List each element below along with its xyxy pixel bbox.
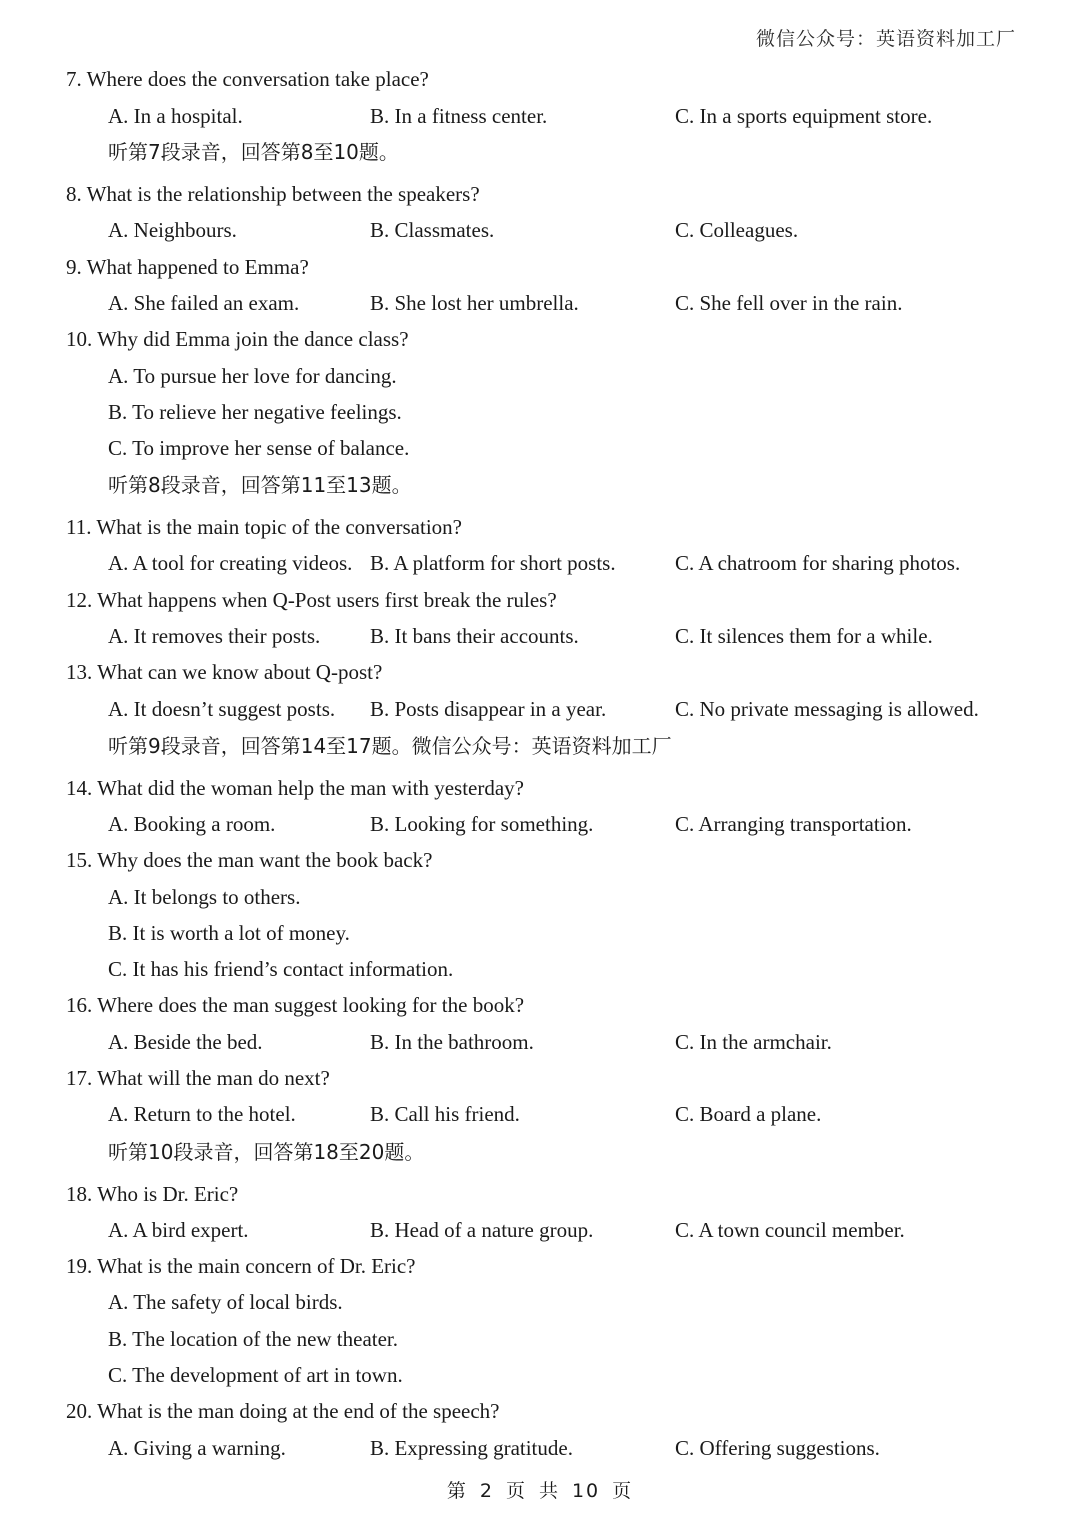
question-12-stem: 12. What happens when Q-Post users first break the rules? <box>66 588 557 612</box>
question-19-option-b: B. The location of the new theater. <box>108 1327 399 1351</box>
question-7-option-a: A. In a hospital. <box>108 104 243 128</box>
question-10-option-b: B. To relieve her negative feelings. <box>108 400 402 424</box>
question-8-option-c: C. Colleagues. <box>675 218 799 242</box>
footer-total-pages: 10 <box>571 1480 601 1502</box>
question-18-option-b: B. Head of a nature group. <box>370 1218 594 1242</box>
footer-total-label: 共 <box>538 1480 560 1502</box>
question-18-option-a: A. A bird expert. <box>108 1218 249 1242</box>
question-16-stem: 16. Where does the man suggest looking for the book? <box>66 993 525 1017</box>
question-8-option-a: A. Neighbours. <box>108 218 237 242</box>
question-16-option-b: B. In the bathroom. <box>370 1030 534 1054</box>
question-7-stem: 7. Where does the conversation take place? <box>66 67 429 91</box>
question-15-option-c: C. It has his friend’s contact information. <box>108 957 454 981</box>
question-12-option-b: B. It bans their accounts. <box>370 624 579 648</box>
question-11-stem: 11. What is the main topic of the conversation? <box>66 515 462 539</box>
question-9-option-b: B. She lost her umbrella. <box>370 291 579 315</box>
question-12-option-a: A. It removes their posts. <box>108 624 321 648</box>
question-20-option-a: A. Giving a warning. <box>108 1436 286 1460</box>
question-20-option-b: B. Expressing gratitude. <box>370 1436 573 1460</box>
question-14-option-c: C. Arranging transportation. <box>675 812 912 836</box>
footer-page-label-3: 页 <box>612 1480 634 1502</box>
question-13-stem: 13. What can we know about Q-post? <box>66 660 383 684</box>
page-footer <box>0 1476 1080 1503</box>
question-18-stem: 18. Who is Dr. Eric? <box>66 1182 239 1206</box>
question-12-option-c: C. It silences them for a while. <box>675 624 933 648</box>
question-9-option-c: C. She fell over in the rain. <box>675 291 903 315</box>
question-13-option-a: A. It doesn’t suggest posts. <box>108 697 336 721</box>
footer-page-label-1: 第 <box>446 1480 468 1502</box>
question-17-option-c: C. Board a plane. <box>675 1102 822 1126</box>
section-7-instruction: 听第7段录音，回答第8至10题。 <box>108 140 399 164</box>
question-17-stem: 17. What will the man do next? <box>66 1066 330 1090</box>
question-13-option-b: B. Posts disappear in a year. <box>370 697 607 721</box>
question-10-option-a: A. To pursue her love for dancing. <box>108 364 397 388</box>
question-10-stem: 10. Why did Emma join the dance class? <box>66 327 409 351</box>
question-19-option-c: C. The development of art in town. <box>108 1363 403 1387</box>
question-10-option-c: C. To improve her sense of balance. <box>108 436 410 460</box>
question-20-stem: 20. What is the man doing at the end of the speech? <box>66 1399 500 1423</box>
question-19-stem: 19. What is the main concern of Dr. Eric? <box>66 1254 416 1278</box>
question-14-stem: 14. What did the woman help the man with yesterday? <box>66 776 524 800</box>
section-10-instruction: 听第10段录音，回答第18至20题。 <box>108 1140 425 1164</box>
question-8-option-b: B. Classmates. <box>370 218 495 242</box>
question-9-stem: 9. What happened to Emma? <box>66 255 309 279</box>
question-15-option-a: A. It belongs to others. <box>108 885 301 909</box>
question-14-option-a: A. Booking a room. <box>108 812 276 836</box>
question-17-option-a: A. Return to the hotel. <box>108 1102 296 1126</box>
question-14-option-b: B. Looking for something. <box>370 812 594 836</box>
question-16-option-a: A. Beside the bed. <box>108 1030 263 1054</box>
section-8-instruction: 听第8段录音，回答第11至13题。 <box>108 473 412 497</box>
question-13-option-c: C. No private messaging is allowed. <box>675 697 979 721</box>
question-7-option-b: B. In a fitness center. <box>370 104 548 128</box>
section-9-instruction: 听第9段录音，回答第14至17题。微信公众号：英语资料加工厂 <box>108 734 672 758</box>
question-11-option-a: A. A tool for creating videos. <box>108 551 353 575</box>
footer-page-number: 2 <box>479 1480 494 1502</box>
question-19-option-a: A. The safety of local birds. <box>108 1290 343 1314</box>
question-11-option-c: C. A chatroom for sharing photos. <box>675 551 961 575</box>
question-7-option-c: C. In a sports equipment store. <box>675 104 933 128</box>
question-16-option-c: C. In the armchair. <box>675 1030 832 1054</box>
question-15-option-b: B. It is worth a lot of money. <box>108 921 350 945</box>
question-11-option-b: B. A platform for short posts. <box>370 551 616 575</box>
question-9-option-a: A. She failed an exam. <box>108 291 300 315</box>
question-8-stem: 8. What is the relationship between the speakers? <box>66 182 480 206</box>
footer-page-label-2: 页 <box>505 1480 527 1502</box>
question-20-option-c: C. Offering suggestions. <box>675 1436 880 1460</box>
question-15-stem: 15. Why does the man want the book back? <box>66 848 433 872</box>
header-watermark: 微信公众号：英语资料加工厂 <box>755 28 1016 50</box>
question-17-option-b: B. Call his friend. <box>370 1102 520 1126</box>
question-18-option-c: C. A town council member. <box>675 1218 905 1242</box>
